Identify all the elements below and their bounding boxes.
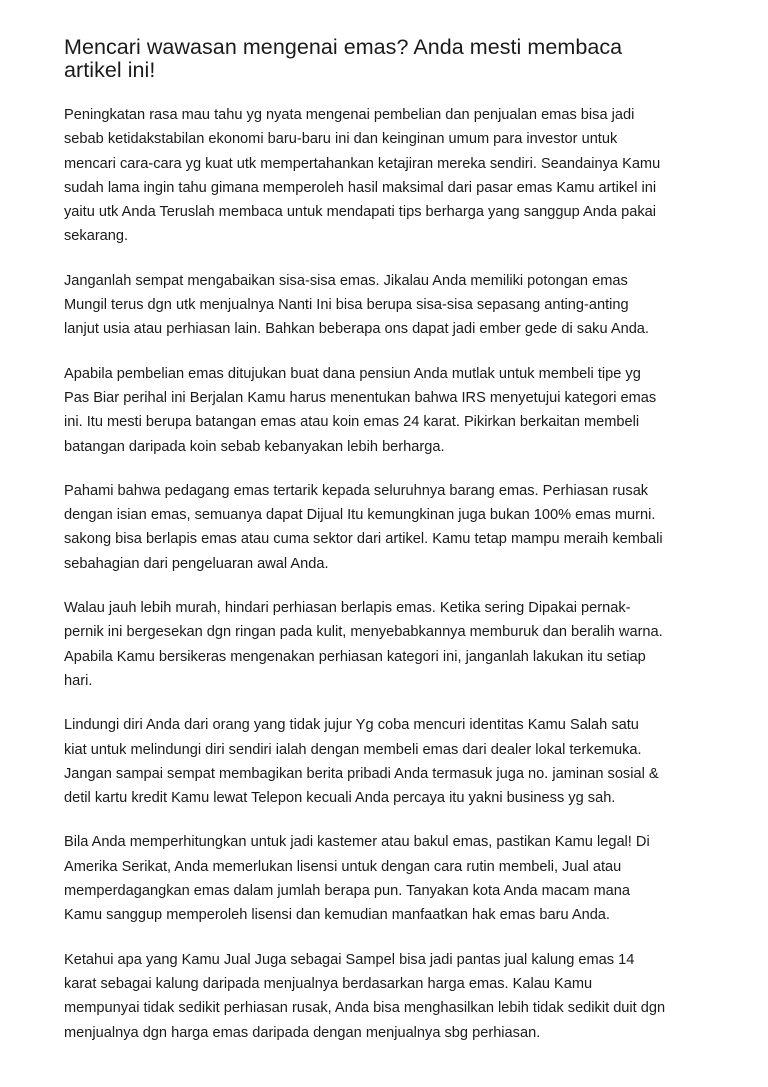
paragraph-3: Apabila pembelian emas ditujukan buat dana pensiun Anda mutlak untuk membeli tipe yg Pas Biar perihal ini Berjalan Kamu harus menentukan bahwa IRS menyetujui kategori emas ini. Itu mesti berupa batangan emas atau koin emas 24 karat. Pikirkan berkaitan membeli batangan daripada koin sebab kebanyakan lebih berharga. (64, 365, 657, 455)
paragraph-2: Janganlah sempat mengabaikan sisa-sisa emas. Jikalau Anda memiliki potongan emas Mungil terus dgn utk menjualnya Nanti Ini bisa berupa sisa-sisa sepasang anting-anting lanjut usia atau perhiasan lain. Bahkan beberapa ons dapat jadi ember gede di saku Anda. (64, 272, 649, 338)
paragraph-7: Bila Anda memperhitungkan untuk jadi kastemer atau bakul emas, pastikan Kamu legal! Di Amerika Serikat, Anda memerlukan lisensi untuk dengan cara rutin membeli, Jual atau memperdagangkan emas dalam jumlah berapa pun. Tanyakan kota Anda macam mana Kamu sanggup memperoleh lisensi dan kemudian manfaatkan hak emas baru Anda. (64, 834, 650, 924)
paragraph-4: Pahami bahwa pedagang emas tertarik kepada seluruhnya barang emas. Perhiasan rusak dengan isian emas, semuanya dapat Dijual Itu kemungkinan juga bukan 100% emas murni. sakong bisa berlapis emas atau cuma sektor dari artikel. Kamu tetap mampu meraih kembali sebahagian dari pengeluaran awal Anda. (64, 482, 663, 572)
paragraph-6: Lindungi diri Anda dari orang yang tidak jujur Yg coba mencuri identitas Kamu Salah satu kiat untuk melindungi diri sendiri ialah dengan membeli emas dari dealer lokal terkemuka. Jangan sampai sempat membagikan berita pribadi Anda termasuk juga no. jaminan sosial & detil kartu kredit Kamu lewat Telepon kecuali Anda percaya itu yakni business yg sah. (64, 717, 659, 807)
paragraph-8: Ketahui apa yang Kamu Jual Juga sebagai Sampel bisa jadi pantas jual kalung emas 14 karat sebagai kalung daripada menjualnya berdasarkan harga emas. Kalau Kamu mempunyai tidak sedikit perhiasan rusak, Anda bisa menghasilkan lebih tidak sedikit duit dgn menjualnya dgn harga emas daripada dengan menjualnya sbg perhiasan. (64, 951, 666, 1041)
paragraph-1: Peningkatan rasa mau tahu yg nyata mengenai pembelian dan penjualan emas bisa jadi sebab ketidakstabilan ekonomi baru-baru ini dan keinginan umum para investor untuk mencari cara-cara yg kuat utk mempertahankan ketajiran mereka sendiri. Seandainya Kamu sudah lama ingin tahu gimana memperoleh hasil maksimal dari pasar emas Kamu artikel ini yaitu utk Anda Teruslah membaca untuk mendapati tips berharga yang sanggup Anda pakai sekarang. (64, 107, 661, 245)
document-page (64, 36, 714, 1065)
paragraph-5: Walau jauh lebih murah, hindari perhiasan berlapis emas. Ketika sering Dipakai pernak- pernik ini bergesekan dgn ringan pada kulit, menyebabkannya memburuk dan beralih warna. Apabila Kamu bersikeras mengenakan perhiasan kategori ini, janganlah lakukan itu setiap hari. (64, 600, 663, 689)
article-title: Mencari wawasan mengenai emas? Anda mesti membaca artikel ini! (64, 35, 623, 82)
